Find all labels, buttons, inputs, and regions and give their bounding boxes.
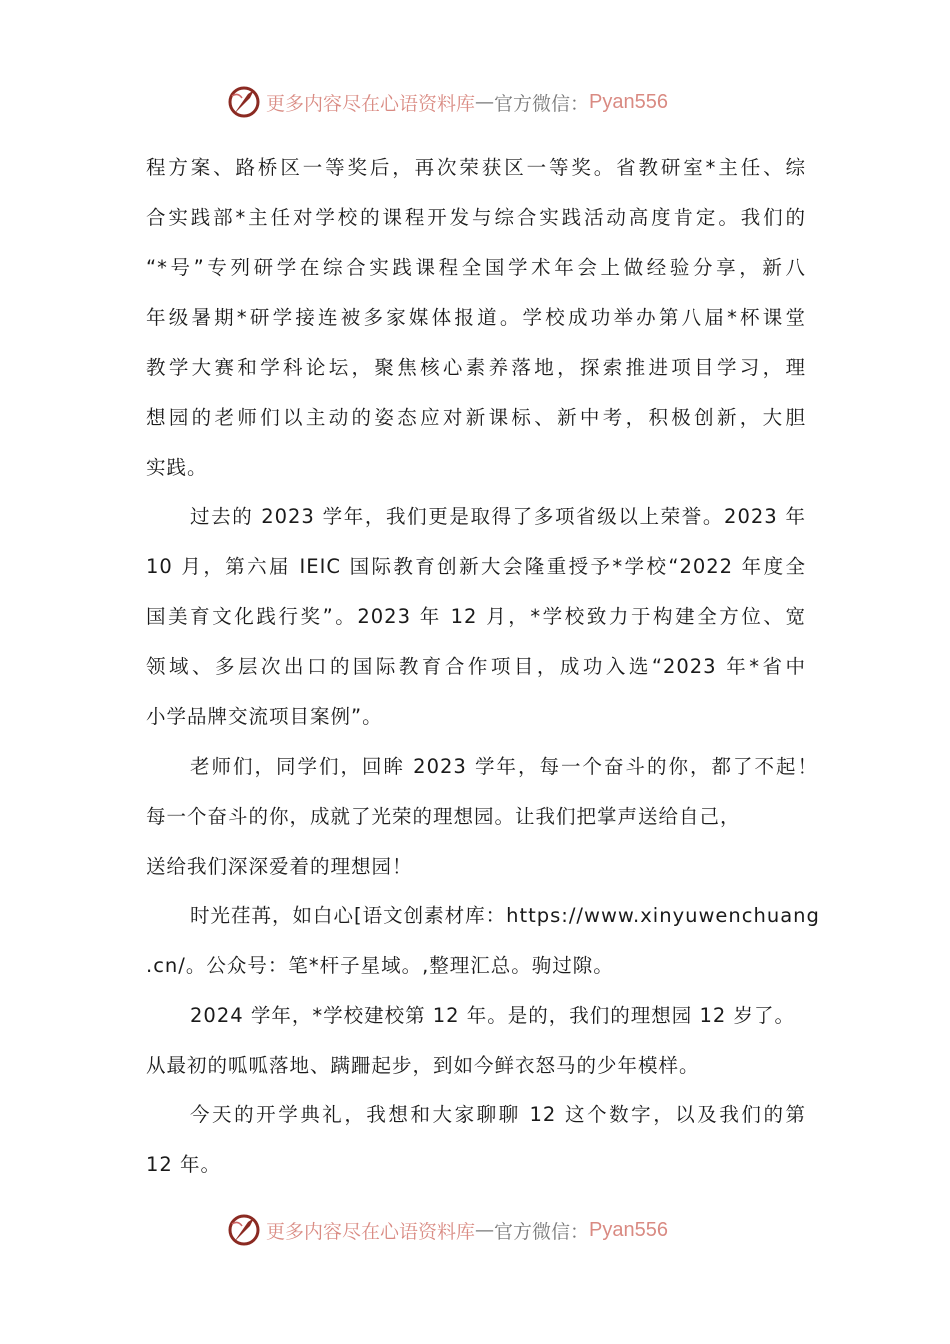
banner-wechat-id: Pyan556 (589, 1218, 668, 1241)
text-line: “*号”专列研学在综合实践课程全国学术年会上做经验分享，新八 (146, 256, 806, 279)
text-line: 从最初的呱呱落地、蹒跚起步，到如今鲜衣怒马的少年模样。 (146, 1054, 700, 1077)
banner-wechat-label: 官方微信： (494, 1220, 590, 1243)
footer-banner (226, 1210, 668, 1250)
text-line: 程方案、路桥区一等奖后，再次荣获区一等奖。省教研室*主任、综 (146, 156, 806, 179)
text-line: 领域、多层次出口的国际教育合作项目，成功入选“2023 年*省中 (146, 655, 806, 678)
banner-dash: — (475, 91, 495, 113)
banner-wechat-id: Pyan556 (589, 90, 668, 113)
text-line: 国美育文化践行奖”。2023 年 12 月，*学校致力于构建全方位、宽 (146, 605, 806, 628)
text-line: 小学品牌交流项目案例”。 (146, 705, 383, 728)
text-line: 实践。 (146, 456, 208, 479)
header-banner (226, 82, 668, 122)
banner-dash: — (475, 1219, 495, 1241)
text-line: 老师们，同学们，回眸 2023 学年，每一个奋斗的你，都了不起！ (190, 755, 818, 778)
text-line: 今天的开学典礼，我想和大家聊聊 12 这个数字，以及我们的第 (190, 1103, 806, 1126)
text-line: 年级暑期*研学接连被多家媒体报道。学校成功举办第八届*杯课堂 (146, 306, 806, 329)
text-line: .cn/。公众号：笔*杆子星域。,整理汇总。驹过隙。 (146, 954, 614, 977)
text-line: 过去的 2023 学年，我们更是取得了多项省级以上荣誉。2023 年 (190, 505, 806, 528)
text-line: 送给我们深深爱着的理想园！ (146, 855, 413, 878)
quill-logo-icon (226, 84, 262, 120)
text-line: 12 年。 (146, 1153, 222, 1176)
text-line: 10 月，第六届 IEIC 国际教育创新大会隆重授予*学校“2022 年度全 (146, 555, 806, 578)
banner-site-name: 更多内容尽在心语资料库 (266, 1220, 476, 1243)
banner-wechat-label: 官方微信： (494, 92, 590, 115)
text-line: 合实践部*主任对学校的课程开发与综合实践活动高度肯定。我们的 (146, 206, 806, 229)
text-line: 想园的老师们以主动的姿态应对新课标、新中考，积极创新，大胆 (146, 406, 806, 429)
text-line: 时光荏苒，如白心[语文创素材库：https://www.xinyuwenchuang (190, 904, 820, 927)
banner-site-name: 更多内容尽在心语资料库 (266, 92, 476, 115)
text-line: 教学大赛和学科论坛，聚焦核心素养落地，探索推进项目学习，理 (146, 356, 806, 379)
text-line: 2024 学年，*学校建校第 12 年。是的，我们的理想园 12 岁了。 (190, 1004, 795, 1027)
text-line: 每一个奋斗的你，成就了光荣的理想园。让我们把掌声送给自己， (146, 805, 741, 828)
quill-logo-icon (226, 1212, 262, 1248)
